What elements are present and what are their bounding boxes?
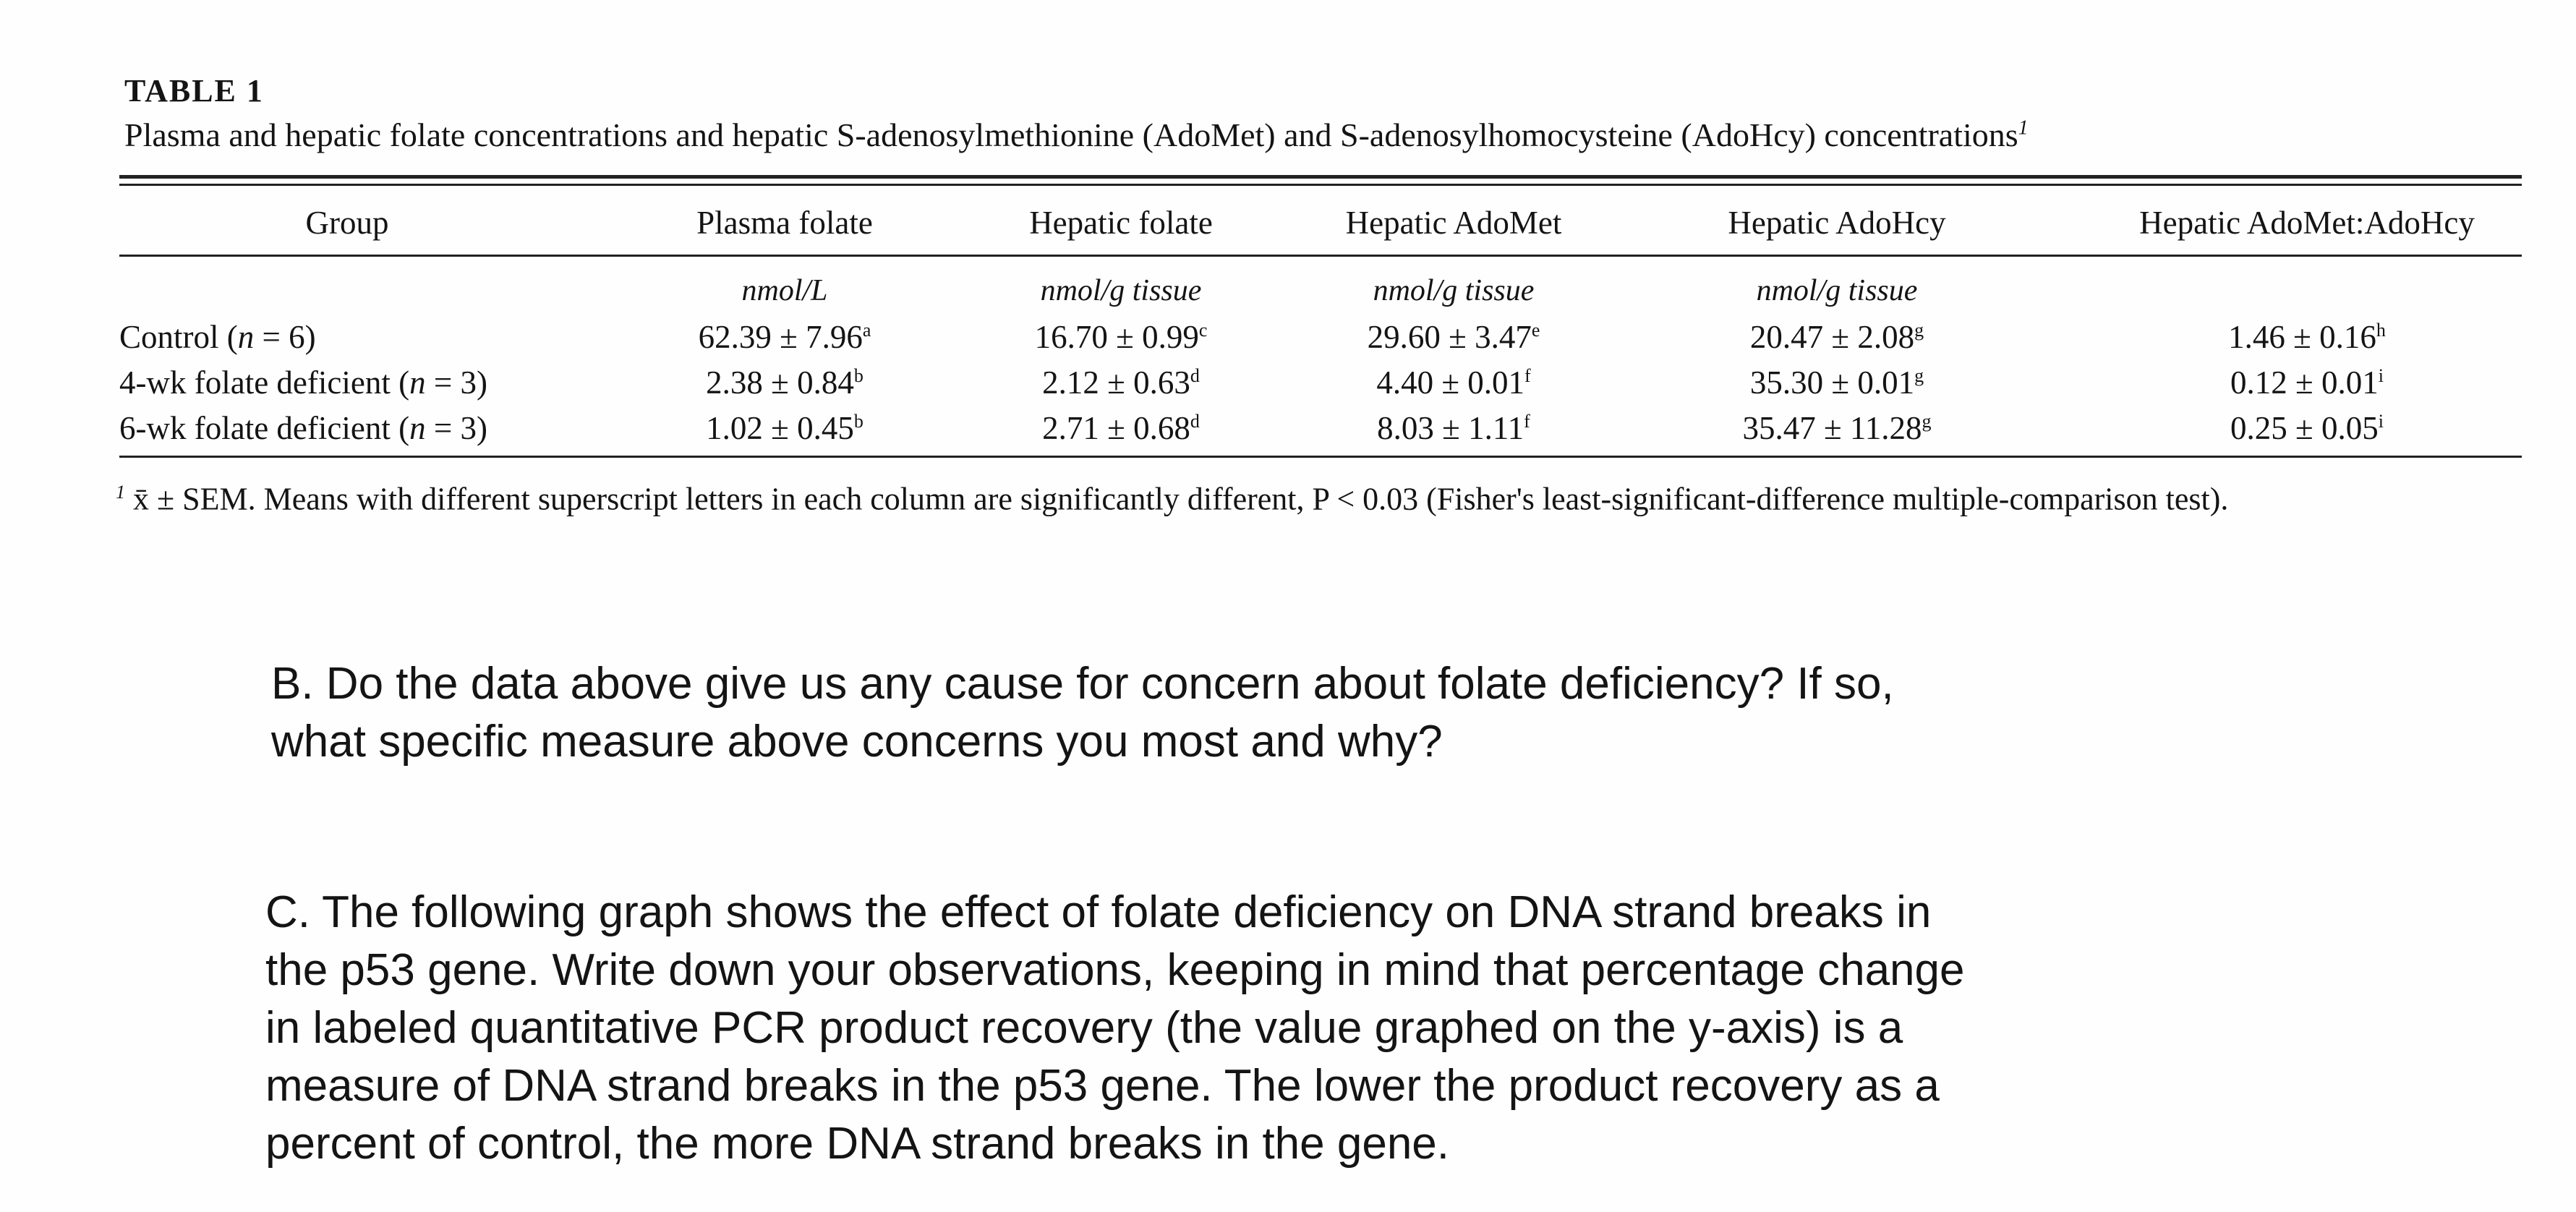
cell-value: 2.12 ± 0.63 xyxy=(1042,364,1190,401)
cell-value: 29.60 ± 3.47 xyxy=(1367,319,1532,355)
cell-value: 8.03 ± 1.11 xyxy=(1377,410,1524,446)
cell-superscript: d xyxy=(1190,411,1200,432)
unit-hepatic-folate: nmol/g tissue xyxy=(1040,274,1202,307)
cell-control-ratio xyxy=(2148,318,2466,356)
cell-superscript: g xyxy=(1922,411,1932,432)
table-bottom-rule xyxy=(119,456,2522,458)
row-label-prefix: 6-wk folate deficient ( xyxy=(119,410,410,446)
table-header-rule xyxy=(119,255,2522,257)
column-header-hepatic-adohcy: Hepatic AdoHcy xyxy=(1728,205,1946,241)
question-c-line: in labeled quantitative PCR product recovery (the value graphed on the y-axis) is a xyxy=(265,1003,1903,1053)
question-c-line: measure of DNA strand breaks in the p53 gene. The lower the product recovery as a xyxy=(265,1061,1940,1111)
question-c-line: percent of control, the more DNA strand breaks in the gene. xyxy=(265,1119,1450,1169)
table-top-rule-secondary xyxy=(119,184,2522,186)
row-label-n: n xyxy=(409,364,426,401)
table-footnote xyxy=(116,469,2524,524)
caption-footnote-mark: 1 xyxy=(2018,116,2029,140)
cell-4wk-hepatic-folate xyxy=(976,364,1266,401)
cell-superscript: f xyxy=(1524,365,1531,386)
row-label-control xyxy=(119,318,316,356)
row-label-n: n xyxy=(237,319,255,355)
cell-control-plasma-folate xyxy=(640,318,929,356)
cell-control-hepatic-adomet xyxy=(1302,318,1605,356)
footnote-text: x̄ ± SEM. Means with different superscript letters in each column are significantly different, P < 0.03 (Fisher's least-significant-difference multiple-comparison test). xyxy=(133,481,2229,517)
question-b-line: B. Do the data above give us any cause for concern about folate deficiency? If so, xyxy=(271,659,1894,709)
column-header-adomet-adohcy-ratio: Hepatic AdoMet:AdoHcy xyxy=(2139,205,2475,241)
question-c-line: C. The following graph shows the effect of folate deficiency on DNA strand breaks in xyxy=(265,887,1932,937)
cell-6wk-hepatic-folate xyxy=(976,409,1266,447)
cell-value: 16.70 ± 0.99 xyxy=(1034,319,1199,355)
table-caption xyxy=(124,116,2029,154)
column-header-hepatic-adomet: Hepatic AdoMet xyxy=(1345,205,1562,241)
cell-superscript: f xyxy=(1524,411,1530,432)
question-c xyxy=(265,884,1965,1173)
cell-value: 1.46 ± 0.16 xyxy=(2228,319,2376,355)
row-label-suffix: = 6) xyxy=(254,319,316,355)
row-label-prefix: 4-wk folate deficient ( xyxy=(119,364,410,401)
cell-value: 0.25 ± 0.05 xyxy=(2230,410,2379,446)
unit-hepatic-adohcy: nmol/g tissue xyxy=(1756,274,1918,307)
question-c-line: the p53 gene. Write down your observations, keeping in mind that percentage change xyxy=(265,945,1965,995)
cell-6wk-plasma-folate xyxy=(640,409,929,447)
cell-value: 62.39 ± 7.96 xyxy=(698,319,863,355)
cell-value: 4.40 ± 0.01 xyxy=(1376,364,1525,401)
question-b-line: what specific measure above concerns you most and why? xyxy=(271,717,1443,767)
cell-4wk-hepatic-adohcy xyxy=(1685,364,1989,401)
cell-superscript: b xyxy=(853,365,863,386)
cell-4wk-ratio xyxy=(2148,364,2466,401)
row-label-6wk-deficient xyxy=(119,409,487,447)
table-top-rule xyxy=(119,175,2522,179)
row-label-suffix: = 3) xyxy=(425,364,487,401)
table-label: TABLE 1 xyxy=(124,73,264,108)
cell-superscript: g xyxy=(1914,320,1924,341)
cell-6wk-hepatic-adohcy xyxy=(1685,409,1989,447)
cell-control-hepatic-adohcy xyxy=(1685,318,1989,356)
question-b xyxy=(271,655,1894,771)
cell-superscript: d xyxy=(1190,365,1200,386)
cell-superscript: a xyxy=(862,320,871,341)
table-caption-text: Plasma and hepatic folate concentrations and hepatic S-adenosylmethionine (AdoMet) and S-adenosylhomocysteine (AdoHcy) concentrations xyxy=(124,116,2018,153)
cell-superscript: c xyxy=(1198,320,1208,341)
row-label-n: n xyxy=(409,410,426,446)
cell-value: 35.30 ± 0.01 xyxy=(1749,364,1915,401)
cell-value: 20.47 ± 2.08 xyxy=(1749,319,1915,355)
cell-superscript: b xyxy=(853,411,863,432)
row-label-prefix: Control ( xyxy=(119,319,238,355)
row-label-4wk-deficient xyxy=(119,364,487,401)
cell-6wk-hepatic-adomet xyxy=(1302,409,1605,447)
unit-hepatic-adomet: nmol/g tissue xyxy=(1373,274,1535,307)
cell-4wk-plasma-folate xyxy=(640,364,929,401)
cell-superscript: i xyxy=(2378,411,2384,432)
cell-value: 35.47 ± 11.28 xyxy=(1742,410,1922,446)
cell-value: 1.02 ± 0.45 xyxy=(706,410,854,446)
cell-value: 2.38 ± 0.84 xyxy=(706,364,854,401)
column-header-hepatic-folate: Hepatic folate xyxy=(1029,205,1213,241)
cell-superscript: g xyxy=(1914,365,1924,386)
unit-plasma-folate: nmol/L xyxy=(741,274,828,307)
cell-value: 0.12 ± 0.01 xyxy=(2230,364,2379,401)
column-header-plasma-folate: Plasma folate xyxy=(696,205,873,241)
row-label-suffix: = 3) xyxy=(425,410,487,446)
cell-superscript: i xyxy=(2378,365,2384,386)
cell-6wk-ratio xyxy=(2148,409,2466,447)
cell-superscript: h xyxy=(2376,320,2386,341)
cell-control-hepatic-folate xyxy=(976,318,1266,356)
cell-superscript: e xyxy=(1531,320,1540,341)
cell-4wk-hepatic-adomet xyxy=(1302,364,1605,401)
footnote-mark: 1 xyxy=(116,482,125,503)
column-header-group: Group xyxy=(305,205,389,241)
cell-value: 2.71 ± 0.68 xyxy=(1042,410,1190,446)
